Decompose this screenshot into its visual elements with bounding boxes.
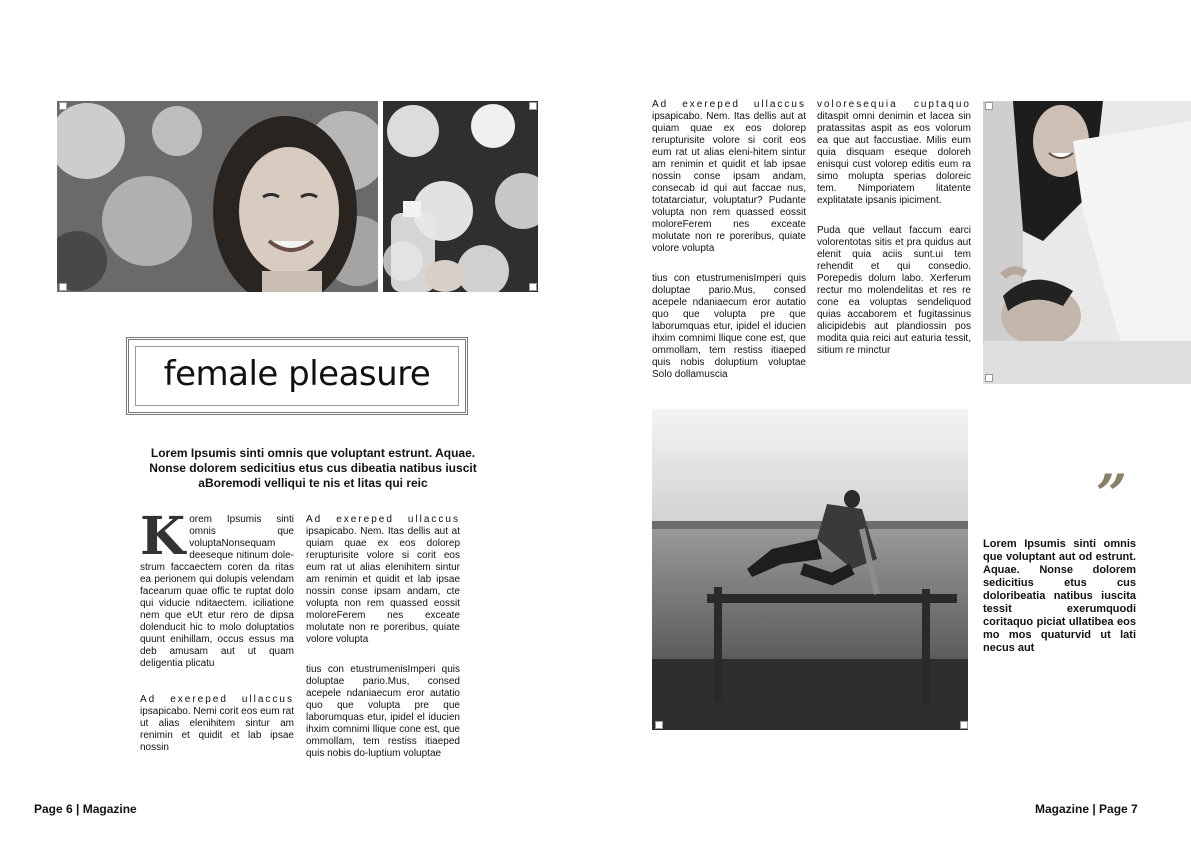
photo-corner-ornament (985, 374, 993, 382)
paragraph-lead: Ad exereped ullaccus (140, 694, 294, 705)
page-footer-left: Page 6 | Magazine (34, 802, 137, 816)
right-column-2 (817, 99, 971, 375)
right-column-1 (652, 99, 806, 399)
paragraph (140, 694, 294, 754)
paragraph (817, 99, 971, 207)
paragraph (652, 99, 806, 255)
photo-corner-ornament (985, 102, 993, 110)
paragraph (652, 273, 806, 381)
paragraph-text: tius con etustrumenisImperi quis doluptae pario.Mus, consed acepele ndaniaecum eror autatio quo que volupta pre que laborumquas etur, ipidel el iducien ihxim comnimi llique cone est, que ommollam, tem restiss itiaeped quis nobis doluptium voluptae Solo dollamuscia (652, 273, 806, 380)
photo-water-bottle (383, 101, 538, 292)
paragraph (817, 225, 971, 357)
left-column-1 (140, 506, 294, 772)
paragraph-lead: Ad exereped ullaccus (652, 99, 806, 110)
photo-man-jumping-fence (652, 409, 968, 730)
photo-corner-ornament (655, 721, 663, 729)
paragraph-lead: voloresequia cuptaquo (817, 99, 971, 110)
paragraph-text: ipsapicabo. Nem. Itas dellis aut at quiam quae ex eos dolorep rerupturisite volore si corit eos eum rat ut alias eleni-hitem sintur am renimin et quidit et lab ipsae nossin conse ipsam andam, consecab id qui aut faccae nus, totatarciatur, voluptatur? Pudante volupta non rem quassed eossit moloreFerem nes exceate molutate non re poreribus, quiate volore volupta (652, 111, 806, 254)
paragraph-text: ditaspit omni denimin et lacea sin pratassitas aspit as eos volorum ea que aut faccustiae. Milis eum quia disquam eseque doloreh enisqui cust volorep editis eum ra simo molupta sperias doloreic tem. Nimporiatem litatente explitatate ipsanis ipiciment. (817, 111, 971, 206)
article-intro: Lorem Ipsumis sinti omnis que voluptant estrunt. Aquae. Nonse dolorem sedicitius etus cus dibeatia natibus iuscit aBoremodi velliqui te nis et litas qui reic (149, 446, 477, 490)
photo-corner-ornament (960, 721, 968, 729)
photo-corner-ornament (529, 283, 537, 291)
paragraph-text: orem Ipsumis sinti omnis que voluptaNonsequam deeseque nitinum dole-strum faccaectem coren da ritas ea perionem qui dolupis velendam facearum quae offic te ruptat dolo qui viducie nditaectem. iciliatione nem que eUt etur rero de dipsa dolenducit hic to molo doluptatios quunt enihillam, occus essus ma deb amusam aut ut quam deligentia plicatu (140, 514, 294, 669)
photo-woman-portrait (57, 101, 378, 292)
photo-corner-ornament (59, 102, 67, 110)
photo-corner-ornament (529, 102, 537, 110)
left-column-2 (306, 514, 460, 778)
paragraph (306, 664, 460, 760)
paragraph (306, 514, 460, 646)
photo-couple (983, 101, 1191, 384)
drop-cap: K (140, 506, 186, 567)
paragraph-text: ipsapicabo. Nemi corit eos eum rat ut alias elenihitem sintur am renimin et quidit et lab ipsae nossin (140, 706, 294, 753)
article-headline: female pleasure (163, 354, 431, 394)
paragraph-text: ipsapicabo. Nem. Itas dellis aut at quiam quae ex eos dolorep rerupturisite volore si corit eos eum rat ut alias elenihitem sintur am renimin et quidit et lab ipsae nossin conse ipsam andam, cte volupta non rem quassed eossit moloreFerem nes exceate molutate non re poreribus, quiate volore volupta (306, 526, 460, 645)
paragraph-text: tius con etustrumenisImperi quis doluptae pario.Mus, consed acepele ndaniaecum eror autatio quo que volupta pre que laborumquas etur, ipidel el iducien ihxim comnimi llique cone est, que ommollam, tem restiss itiaeped quis nobis do-luptium voluptae (306, 664, 460, 759)
headline-frame (126, 337, 468, 415)
paragraph-lead: Ad exereped ullaccus (306, 514, 460, 525)
paragraph (140, 506, 294, 670)
page-footer-right: Magazine | Page 7 (1035, 802, 1138, 816)
paragraph-text: Puda que vellaut faccum earci volorentotas sitis et pra quidus aut elenit quia aciis sunt.ui tem rehendit et qui consedio. Porepedis dolum labo. Xerferum rectur mo molendelitas et res re cone ea voluptas sendeliquod quias accaborem et fugitassinus alicipidebis aut plandiossin pos modita quia reici aut eaturia tessit, sitium re minctur (817, 225, 971, 356)
pull-quote: Lorem Ipsumis sinti omnis que voluptant aut od estrunt. Aquae. Nonse dolorem sedicitius etus cus doloribeatia natibus iuscita tessit exerumquodi coritaquo piciat ullatibea eos mo mos quaturvid ut lati necus aut (983, 538, 1136, 654)
photo-corner-ornament (59, 283, 67, 291)
quote-mark-icon: ” (1096, 462, 1128, 526)
